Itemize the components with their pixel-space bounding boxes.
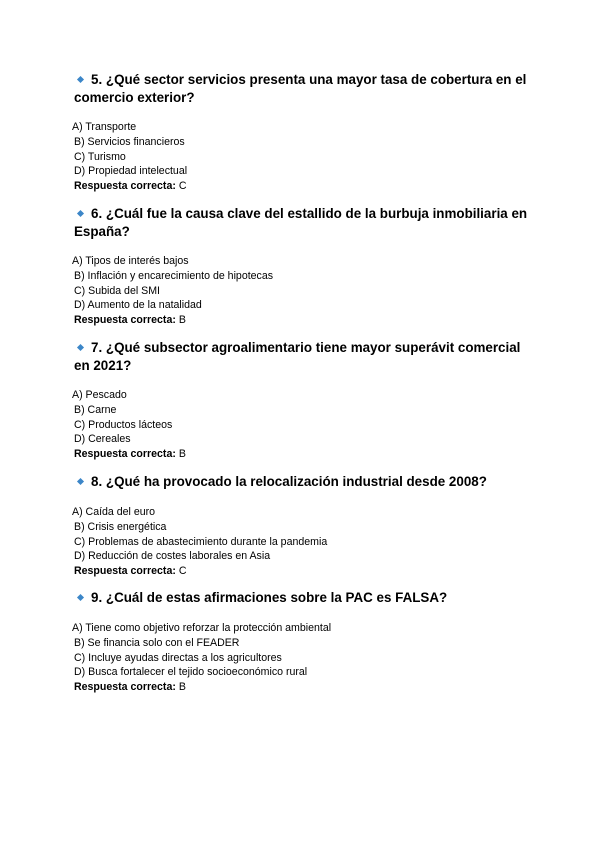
option-a: A) Tipos de interés bajos [72,255,189,267]
option-d: D) Propiedad intelectual [74,165,188,178]
option-c: C) Subida del SMI [74,284,160,297]
option-d: D) Reducción de costes laborales en Asia [74,550,271,563]
option-b: B) Crisis energética [74,520,167,533]
diamond-bullet-icon [77,478,84,485]
option-b: B) Carne [74,403,117,416]
options-list [72,621,532,695]
option-a: A) Tiene como objetivo reforzar la protección ambiental [72,622,332,634]
option-d: D) Cereales [74,433,131,446]
option-b: B) Inflación y encarecimiento de hipotecas [74,269,274,282]
option-c: C) Productos lácteos [74,418,173,431]
correct-answer: Respuesta correcta: C [74,180,187,193]
options-list [72,388,532,462]
correct-answer: Respuesta correcta: C [74,565,187,578]
diamond-bullet-icon [77,344,84,351]
option-c: C) Turismo [74,150,126,163]
option-d: D) Aumento de la natalidad [74,299,202,312]
question-block [72,71,532,194]
correct-answer: Respuesta correcta: B [74,314,186,327]
correct-answer: Respuesta correcta: B [74,681,186,694]
question-block [72,339,532,462]
option-b: B) Servicios financieros [74,135,185,148]
option-b: B) Se financia solo con el FEADER [74,636,240,649]
option-a: A) Caída del euro [72,506,156,518]
options-list [72,505,532,579]
question-block [72,473,532,579]
diamond-bullet-icon [77,210,84,217]
option-c: C) Incluye ayudas directas a los agricultores [74,651,282,664]
question-title: 5. ¿Qué sector servicios presenta una mayor tasa de cobertura en el comercio exterior? [74,72,527,105]
diamond-bullet-icon [77,76,84,83]
options-list [72,120,532,194]
options-list [72,254,532,328]
question-block [72,589,532,695]
diamond-bullet-icon [77,594,84,601]
question-title: 9. ¿Cuál de estas afirmaciones sobre la PAC es FALSA? [72,589,532,607]
question-title: 7. ¿Qué subsector agroalimentario tiene mayor superávit comercial en 2021? [74,340,521,373]
question-block [72,205,532,328]
option-d: D) Busca fortalecer el tejido socioeconómico rural [74,666,308,679]
option-a: A) Pescado [72,389,127,401]
question-title: 8. ¿Qué ha provocado la relocalización industrial desde 2008? [72,473,532,491]
option-c: C) Problemas de abastecimiento durante la pandemia [74,535,328,548]
question-title: 6. ¿Cuál fue la causa clave del estallido de la burbuja inmobiliaria en España? [74,206,528,239]
option-a: A) Transporte [72,121,137,133]
correct-answer: Respuesta correcta: B [74,448,186,461]
